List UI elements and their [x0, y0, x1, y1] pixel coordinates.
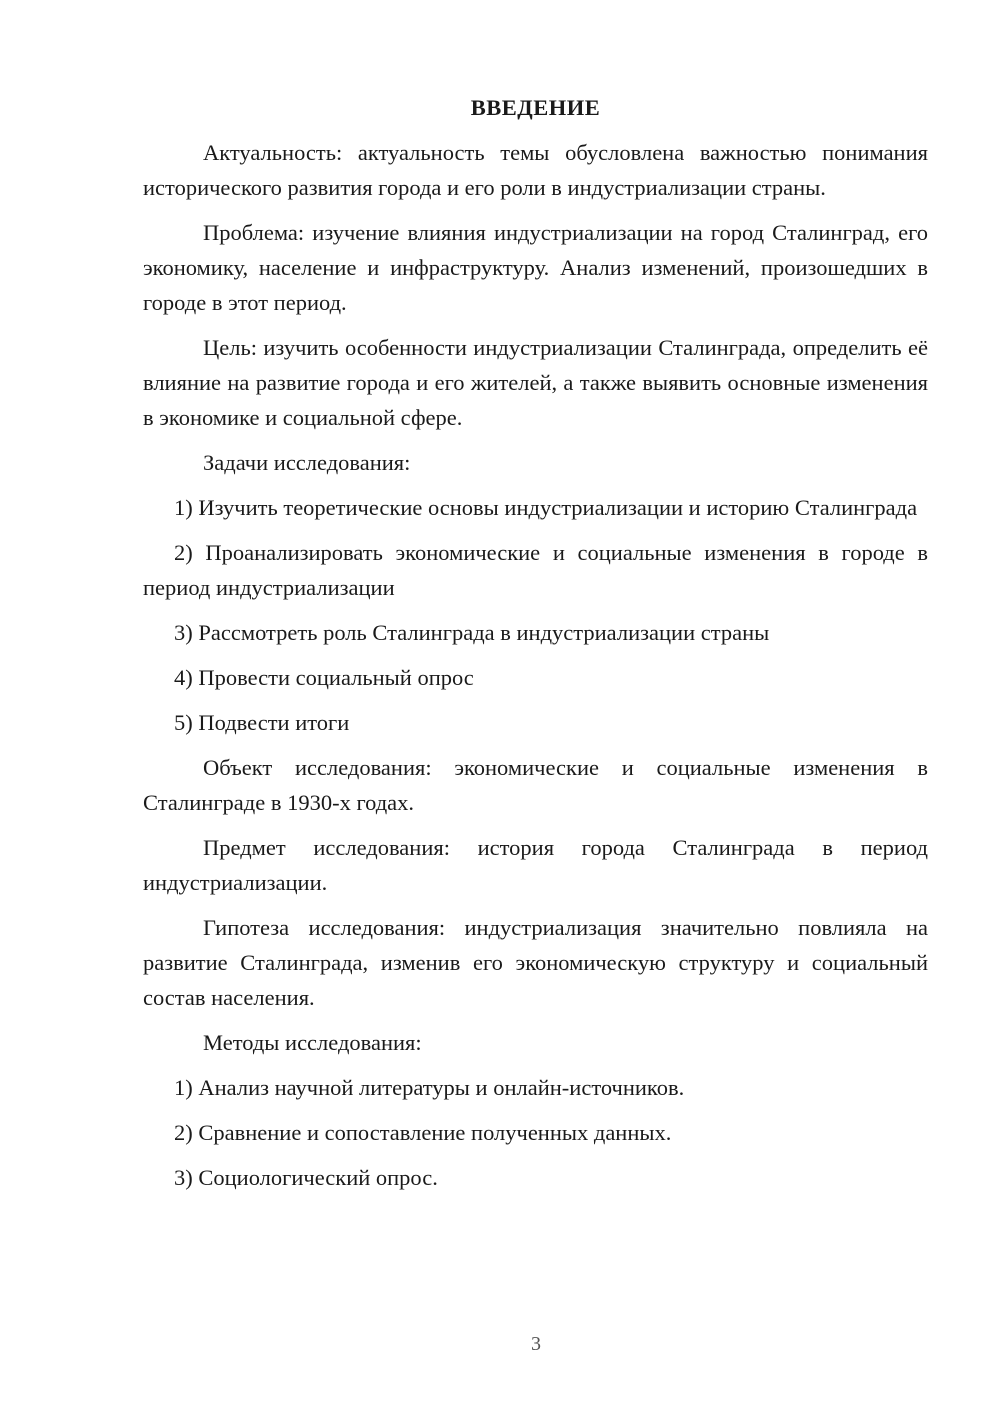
list-item: 1) Изучить теоретические основы индустриализации и историю Сталинграда — [174, 495, 918, 520]
list-item: 2) Сравнение и сопоставление полученных данных. — [174, 1120, 672, 1145]
list-item: 3) Рассмотреть роль Сталинграда в индустриализации страны — [174, 620, 770, 645]
list-item: 5) Подвести итоги — [174, 710, 350, 735]
paragraph-goal: Цель: изучить особенности индустриализации Сталинграда, определить её влияние на развитие города и его жителей, а также выявить основные изменения в экономике и социальной сфере. — [143, 335, 928, 430]
list-item: 4) Провести социальный опрос — [174, 665, 474, 690]
document-page — [143, 90, 928, 1205]
paragraph-object: Объект исследования: экономические и социальные изменения в Сталинграде в 1930-х годах. — [143, 755, 928, 815]
list-item: 3) Социологический опрос. — [174, 1165, 438, 1190]
list-item: 1) Анализ научной литературы и онлайн-источников. — [174, 1075, 685, 1100]
paragraph-subject: Предмет исследования: история города Сталинграда в период индустриализации. — [143, 835, 928, 895]
paragraph-relevance: Актуальность: актуальность темы обусловлена важностью понимания исторического развития города и его роли в индустриализации страны. — [143, 140, 928, 200]
tasks-list — [143, 490, 928, 740]
document-title: ВВЕДЕНИЕ — [470, 95, 601, 120]
paragraph-hypothesis: Гипотеза исследования: индустриализация значительно повлияла на развитие Сталинграда, изменив его экономическую структуру и социальный состав населения. — [143, 915, 928, 1010]
methods-list — [143, 1070, 928, 1195]
paragraph-problem: Проблема: изучение влияния индустриализации на город Сталинград, его экономику, население и инфраструктуру. Анализ изменений, произошедших в городе в этот период. — [143, 220, 928, 315]
methods-heading: Методы исследования: — [203, 1030, 422, 1055]
tasks-heading: Задачи исследования: — [203, 450, 411, 475]
list-item: 2) Проанализировать экономические и социальные изменения в городе в период индустриализации — [143, 540, 928, 600]
page-number: 3 — [531, 1333, 541, 1355]
